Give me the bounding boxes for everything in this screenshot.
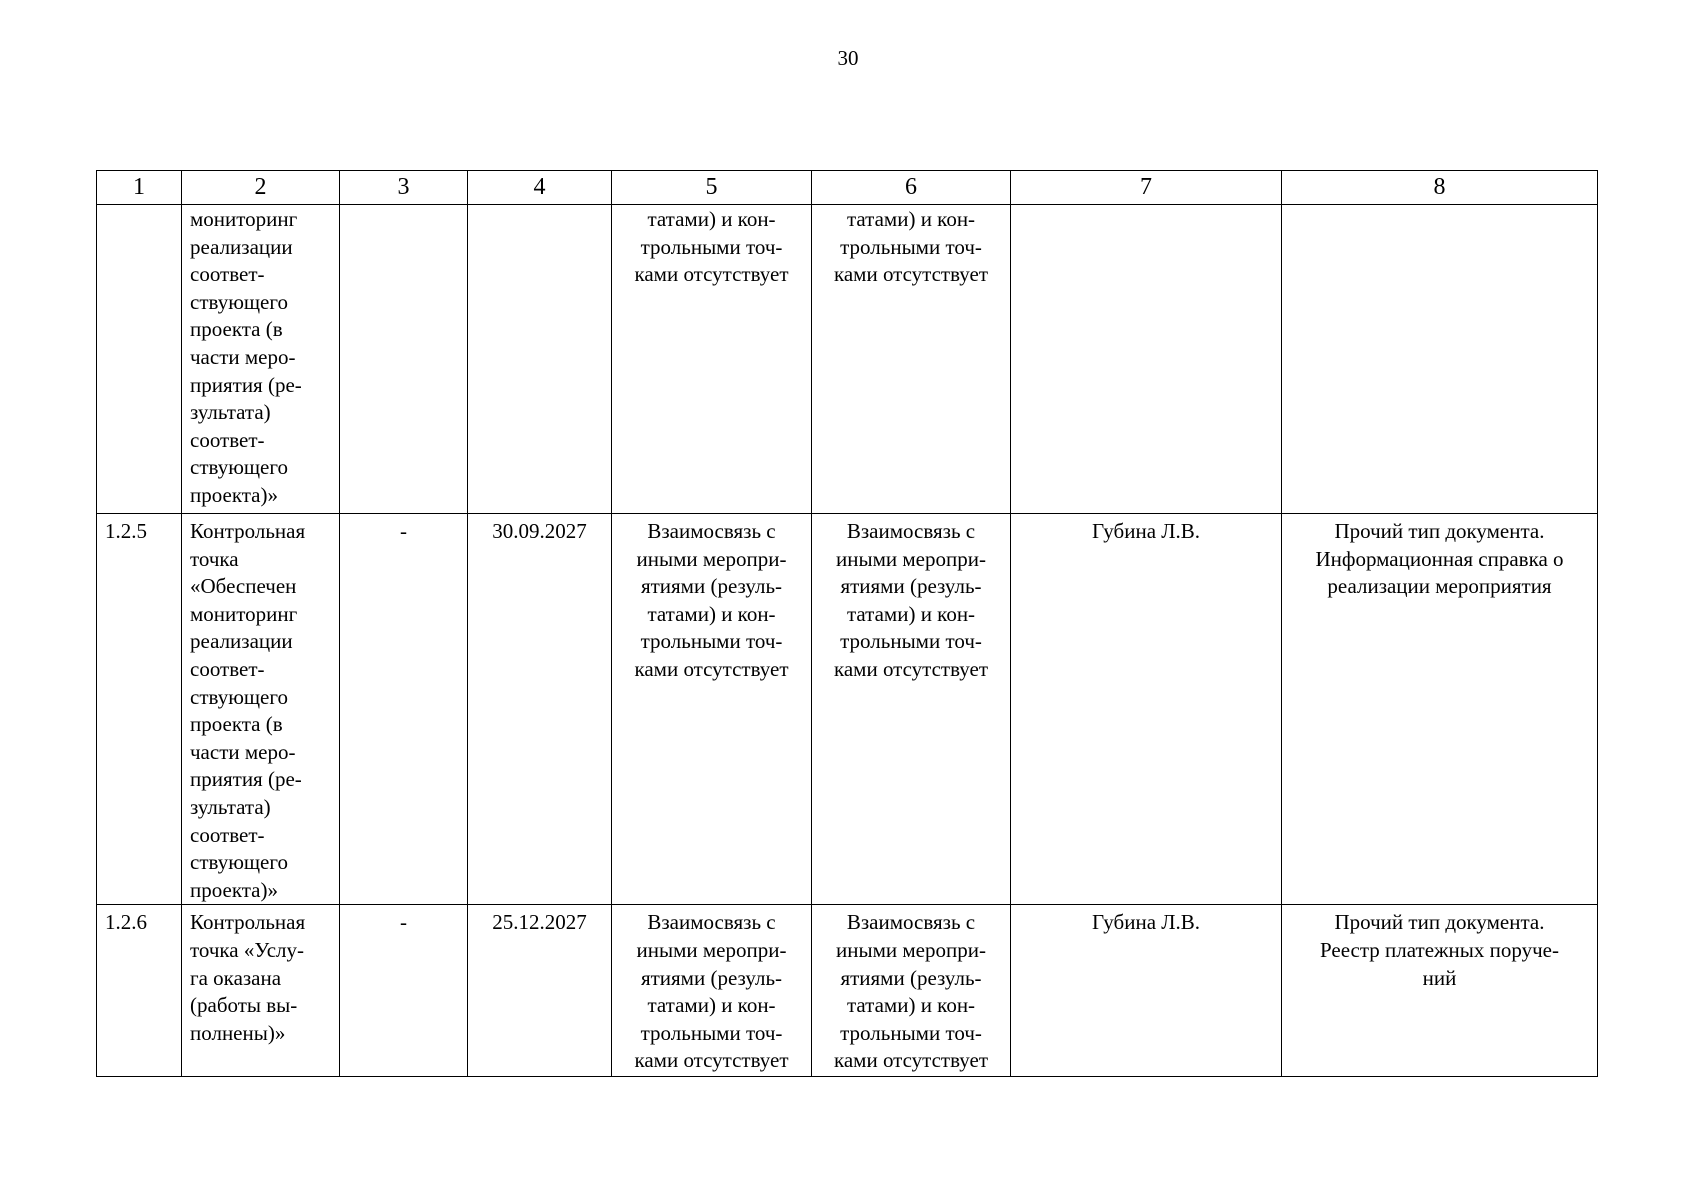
column-header: 8: [1282, 171, 1598, 205]
page-number: 30: [837, 46, 859, 70]
column-header: 7: [1011, 171, 1282, 205]
table-row: [97, 514, 1598, 905]
cell-date: 25.12.2027: [468, 905, 612, 1077]
column-header: 5: [612, 171, 812, 205]
column-header: 6: [812, 171, 1011, 205]
cell-predecessor: -: [340, 905, 468, 1077]
cell-responsible: Губина Л.В.: [1011, 514, 1282, 905]
cell-link-prev: Взаимосвязь с иными меропри- ятиями (резуль- татами) и кон- трольными точ- ками отсутствует: [612, 514, 812, 905]
cell-number: 1.2.6: [97, 905, 182, 1077]
cell-link-next: татами) и кон- трольными точ- ками отсутствует: [812, 205, 1011, 514]
cell-responsible: Губина Л.В.: [1011, 905, 1282, 1077]
cell-name: Контрольная точка «Услу- га оказана (работы вы- полнены)»: [182, 905, 340, 1077]
cell-document: Прочий тип документа. Информационная справка о реализации мероприятия: [1282, 514, 1598, 905]
cell-responsible: [1011, 205, 1282, 514]
table-row: [97, 905, 1598, 1077]
cell-date: 30.09.2027: [468, 514, 612, 905]
column-header: 3: [340, 171, 468, 205]
cell-date: [468, 205, 612, 514]
cell-number: [97, 205, 182, 514]
cell-link-prev: татами) и кон- трольными точ- ками отсутствует: [612, 205, 812, 514]
cell-predecessor: [340, 205, 468, 514]
cell-name: Контрольная точка «Обеспечен мониторинг реализации соответ- ствующего проекта (в части меро- приятия (ре- зультата) соответ- ствующего проекта)»: [182, 514, 340, 905]
cell-link-next: Взаимосвязь с иными меропри- ятиями (резуль- татами) и кон- трольными точ- ками отсутствует: [812, 514, 1011, 905]
table-row: [97, 205, 1598, 514]
column-header: 2: [182, 171, 340, 205]
document-table: [96, 170, 1598, 1077]
column-header: 1: [97, 171, 182, 205]
cell-document: Прочий тип документа. Реестр платежных поруче- ний: [1282, 905, 1598, 1077]
cell-number: 1.2.5: [97, 514, 182, 905]
column-header: 4: [468, 171, 612, 205]
cell-link-prev: Взаимосвязь с иными меропри- ятиями (резуль- татами) и кон- трольными точ- ками отсутствует: [612, 905, 812, 1077]
cell-link-next: Взаимосвязь с иными меропри- ятиями (резуль- татами) и кон- трольными точ- ками отсутствует: [812, 905, 1011, 1077]
cell-predecessor: -: [340, 514, 468, 905]
cell-name: мониторинг реализации соответ- ствующего проекта (в части меро- приятия (ре- зультата) соответ- ствующего проекта)»: [182, 205, 340, 514]
cell-document: [1282, 205, 1598, 514]
header-row: [97, 171, 1598, 205]
